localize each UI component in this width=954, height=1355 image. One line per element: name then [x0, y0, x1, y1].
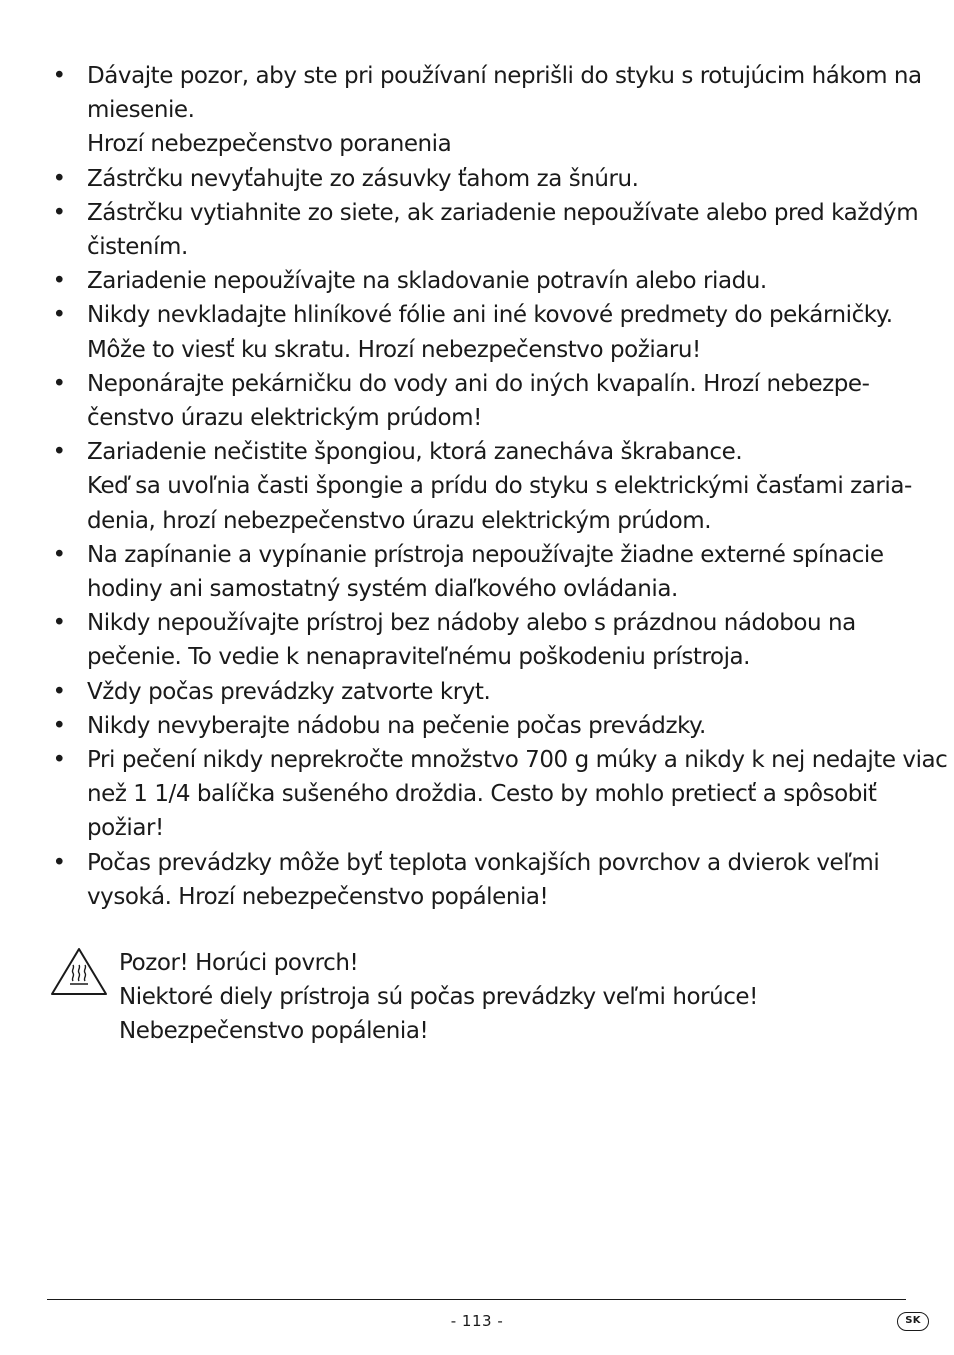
- list-item: [52, 846, 908, 914]
- list-item-text: čistením.: [87, 234, 188, 261]
- list-item-text: Zariadenie nečistite špongiou, ktorá zanecháva škrabance.: [87, 439, 743, 466]
- list-item-text: požiar!: [87, 815, 164, 842]
- list-item-text: Keď sa uvoľnia časti špongie a prídu do styku s elektrickými časťami zaria-: [87, 473, 912, 500]
- list-item: [52, 264, 908, 298]
- list-item-text: Neponárajte pekárničku do vody ani do iných kvapalín. Hrozí nebezpe-: [87, 370, 870, 397]
- list-item: [52, 59, 922, 162]
- bullet-icon: •: [52, 541, 66, 568]
- bullet-icon: •: [52, 610, 66, 637]
- list-item-text: Vždy počas prevádzky zatvorte kryt.: [87, 678, 491, 705]
- bullet-icon: •: [52, 302, 66, 329]
- list-item-text: pečenie. To vedie k nenapraviteľnému poškodeniu prístroja.: [87, 644, 751, 671]
- list-item: [52, 367, 908, 435]
- list-item: [52, 162, 908, 196]
- language-badge: SK: [897, 1312, 929, 1331]
- bullet-icon: •: [52, 747, 66, 774]
- bullet-icon: •: [52, 712, 66, 739]
- bullet-icon: •: [52, 63, 66, 89]
- list-item-text: čenstvo úrazu elektrickým prúdom!: [87, 405, 482, 432]
- list-item: [52, 298, 908, 366]
- list-item-text: Nikdy nepoužívajte prístroj bez nádoby alebo s prázdnou nádobou na: [87, 610, 856, 637]
- list-item: [52, 743, 948, 846]
- bullet-icon: •: [52, 268, 66, 295]
- bullet-icon: •: [52, 370, 66, 397]
- warning-text: [119, 946, 758, 1049]
- list-item: [52, 675, 908, 709]
- list-item-text: Zástrčku nevyťahujte zo zásuvky ťahom za šnúru.: [87, 165, 639, 192]
- list-item-text: Pri pečení nikdy neprekročte množstvo 700 g múky a nikdy k nej nedajte viac: [87, 747, 948, 774]
- list-item: [52, 709, 908, 743]
- list-item-text: Hrozí nebezpečenstvo poranenia: [87, 131, 452, 158]
- list-item-text: miesenie.: [87, 97, 195, 124]
- list-item-text: Zástrčku vytiahnite zo siete, ak zariadenie nepoužívate alebo pred každým: [87, 199, 919, 226]
- list-item: [52, 435, 912, 538]
- list-item-text: Zariadenie nepoužívajte na skladovanie potravín alebo riadu.: [87, 268, 767, 295]
- bullet-icon: •: [52, 849, 66, 876]
- safety-instructions-list: [52, 59, 948, 914]
- bullet-icon: •: [52, 165, 66, 192]
- warning-line: Nebezpečenstvo popálenia!: [119, 1018, 429, 1045]
- footer-divider: [47, 1299, 906, 1300]
- page-number: - 113 -: [450, 1312, 504, 1330]
- list-item-text: vysoká. Hrozí nebezpečenstvo popálenia!: [87, 883, 549, 910]
- list-item: [52, 606, 908, 674]
- list-item-text: než 1 1/4 balíčka sušeného droždia. Cesto by mohlo pretiecť a spôsobiť: [87, 781, 877, 808]
- list-item: [52, 196, 919, 264]
- list-item-text: Nikdy nevyberajte nádobu na pečenie počas prevádzky.: [87, 712, 706, 739]
- bullet-icon: •: [52, 678, 66, 705]
- list-item-text: Na zapínanie a vypínanie prístroja nepoužívajte žiadne externé spínacie: [87, 541, 884, 568]
- list-item-text: Môže to viesť ku skratu. Hrozí nebezpečenstvo požiaru!: [87, 336, 701, 363]
- hot-surface-warning: [49, 946, 909, 1056]
- hot-surface-warning-icon: [49, 946, 109, 998]
- list-item-text: Počas prevádzky môže byť teplota vonkajších povrchov a dvierok veľmi: [87, 849, 880, 876]
- list-item-text: Dávajte pozor, aby ste pri používaní neprišli do styku s rotujúcim hákom na: [87, 63, 922, 89]
- list-item-text: Nikdy nevkladajte hliníkové fólie ani iné kovové predmety do pekárničky.: [87, 302, 893, 329]
- list-item: [52, 538, 908, 606]
- warning-line: Niektoré diely prístroja sú počas prevádzky veľmi horúce!: [119, 984, 758, 1011]
- list-item-text: denia, hrozí nebezpečenstvo úrazu elektrickým prúdom.: [87, 507, 712, 534]
- bullet-icon: •: [52, 199, 66, 226]
- list-item-text: hodiny ani samostatný systém diaľkového ovládania.: [87, 576, 678, 603]
- bullet-icon: •: [52, 439, 66, 466]
- warning-title: Pozor! Horúci povrch!: [119, 950, 359, 976]
